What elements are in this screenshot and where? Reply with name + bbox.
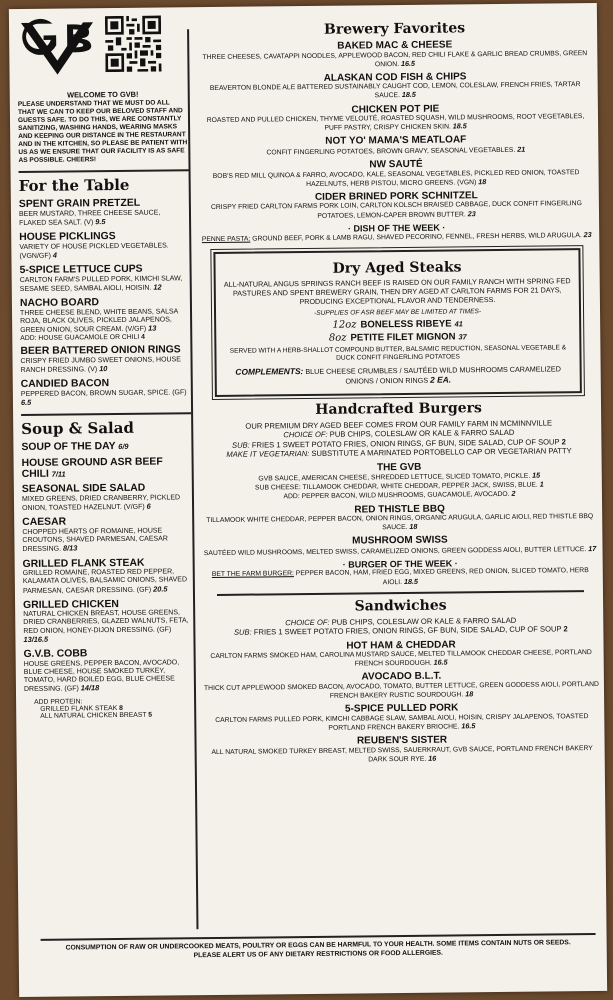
dish-of-week-label: PENNE PASTA: <box>201 235 251 244</box>
item-name: NOT YO' MAMA'S MEATLOAF <box>325 134 467 148</box>
sub-label: SUB: <box>233 627 252 637</box>
item-price: 18.5 <box>452 121 467 131</box>
menu-item <box>19 230 189 261</box>
menu-item <box>22 456 192 481</box>
steaks-complements <box>225 363 572 388</box>
item-name: REUBEN'S SISTER <box>356 734 448 747</box>
brewery-list <box>197 38 594 222</box>
section-title-sandwiches: Sandwiches <box>354 597 447 615</box>
item-desc: CARLTON FARMS PULLED PORK, KIMCHI CABBAGE SLAW, SAMBAL AIOLI, HOISIN, CRISPY JALAPENOS, TOASTED PORTLAND FRENCH BAKERY BRIOCHE. 16.5 <box>215 712 589 732</box>
item-name: BAKED MAC & CHEESE <box>337 39 453 52</box>
steak-name: BONELESS RIBEYE <box>360 318 452 331</box>
dish-of-week-price: 23 <box>583 230 592 240</box>
item-name: RED THISTLE BBQ <box>354 503 445 516</box>
menu-item <box>202 460 597 503</box>
complements-text: BLUE CHEESE CRUMBLES / SAUTÉED WILD MUSHROOMS CARAMELIZED ONIONS / ONION RINGS <box>305 363 561 386</box>
item-desc: THICK CUT APPLEWOOD SMOKED BACON, AVOCADO, TOMATO, BUTTER LETTUCE, GREEN GODDESS AIOLI, PORTLAND FRENCH BAKERY RUSTIC SOURDOUGH. 18 <box>203 680 599 700</box>
item-desc: THREE CHEESE BLEND, WHITE BEANS, SALSA ROJA, BLACK OLIVES, PICKLED JALAPENOS, GREEN ONION, SOUR CREAM. (V/GF) 13 <box>19 307 178 335</box>
dish-of-the-week <box>199 221 594 245</box>
item-name: GRILLED CHICKEN <box>23 598 119 611</box>
item-price: 13 <box>148 323 157 333</box>
sub-label: SUB: <box>231 440 250 450</box>
menu-item <box>204 701 599 734</box>
divider <box>21 412 191 416</box>
menu-item <box>20 296 190 342</box>
steaks-note: -SUPPLIES OF ASR BEEF MAY BE LIMITED AT TIMES- <box>313 307 482 317</box>
menu-item <box>23 598 193 645</box>
welcome-title: WELCOME TO GVB! <box>67 89 139 100</box>
addon-price: 4 <box>141 333 145 342</box>
soup-salad-list <box>21 440 194 694</box>
item-price: 21 <box>517 144 526 154</box>
steaks-desc: ALL-NATURAL ANGUS SPRINGS RANCH BEEF IS RAISED ON OUR FAMILY RANCH WITH SPRING FED PASTURES AND SPENT BREWERY GRAIN, THEN DRY AGED AT CARLTON FARMS FOR 21 DAYS, PRODUCING EXCEPTIONAL FLAVOR AND TENDERNESS. <box>223 276 571 306</box>
protein-name: ALL NATURAL CHICKEN BREAST <box>40 711 147 720</box>
burger-of-week-label: BET THE FARM BURGER: <box>211 570 294 579</box>
menu-item <box>21 440 191 453</box>
menu-item <box>198 133 593 158</box>
add-protein <box>34 697 194 720</box>
item-price: 23 <box>467 208 476 218</box>
menu-item <box>199 189 594 222</box>
steak-price: 41 <box>454 318 463 329</box>
item-name: ALASKAN COD FISH & CHIPS <box>323 71 467 84</box>
menu-item <box>23 557 193 596</box>
section-title-steaks: Dry Aged Steaks <box>332 259 462 277</box>
item-price: 8/13 <box>62 543 78 553</box>
right-column <box>197 17 600 769</box>
footer-line-2: PLEASE ALERT US OF ANY DIETARY RESTRICTIONS OR FOOD ALLERGIES. <box>193 949 443 960</box>
item-desc: BEAVERTON BLONDE ALE BATTERED SUSTAINABLY CAUGHT COD, LEMON, COLESLAW, FRENCH FRIES, TARTAR SAUCE. 18.5 <box>209 81 581 100</box>
complements-label: COMPLEMENTS: <box>235 365 304 377</box>
item-name: AVOCADO B.L.T. <box>361 671 442 683</box>
dry-aged-steaks-box <box>213 248 581 396</box>
menu-item <box>20 263 190 294</box>
item-addon: ADD: HOUSE GUACAMOLE OR CHILI 4 <box>20 333 145 343</box>
sub-price: 2 <box>561 436 566 446</box>
menu-item <box>24 647 194 694</box>
item-name: SEASONAL SIDE SALAD <box>21 483 146 496</box>
veg-label: MAKE IT VEGETARIAN: <box>226 449 310 459</box>
footer-line-1: CONSUMPTION OF RAW OR UNDERCOOKED MEATS, POULTRY OR EGGS CAN BE HARMFUL TO YOUR HEALTH. SOME ITEMS CONTAIN NUTS OR SEEDS. <box>65 939 571 952</box>
add-protein-label: ADD PROTEIN: <box>34 698 83 706</box>
for-the-table-list <box>19 198 191 409</box>
item-desc: MIXED GREENS, DRIED CRANBERRY, PICKLED ONION, TOASTED HAZELNUT. (V/GF) 6 <box>21 494 181 513</box>
burger-of-week-title: · BURGER OF THE WEEK · <box>342 558 458 570</box>
sandwiches-list <box>203 638 599 766</box>
burger-of-week-price: 18.5 <box>403 576 418 586</box>
complements-price: 2 EA. <box>430 374 452 385</box>
burgers-list <box>202 460 598 559</box>
item-price: 20.5 <box>153 584 168 594</box>
item-desc: PEPPERED BACON, BROWN SUGAR, SPICE. (GF) 6.5 <box>20 388 187 407</box>
choice-label: CHOICE OF: <box>283 429 328 440</box>
item-name: THE GVB <box>376 461 422 473</box>
burger-of-week-desc: PEPPER BACON, HAM, FRIED EGG, MIXED GREENS, RED ONION, SLICED TOMATO, HERB AIOLI. <box>295 567 589 586</box>
menu-sheet <box>9 3 607 997</box>
item-price: 7/11 <box>51 469 66 479</box>
item-desc: CARLTON FARM'S PULLED PORK, KIMCHI SLAW, SESAME SEED, SAMBAL AIOLI, HOISIN. 12 <box>19 274 183 293</box>
item-price: 10 <box>99 364 108 374</box>
item-name: CIDER BRINED PORK SCHNITZEL <box>314 190 478 203</box>
allergy-footer <box>41 939 596 962</box>
item-name: 5-SPICE PULLED PORK <box>344 702 459 715</box>
item-name: HOT HAM & CHEDDAR <box>346 639 456 652</box>
protein-price: 5 <box>148 711 153 719</box>
steak-item <box>224 317 571 332</box>
item-name: NW SAUTÉ <box>369 158 423 171</box>
burger-of-the-week <box>203 557 598 589</box>
item-price: 16.5 <box>433 657 448 667</box>
item-desc: BEER MUSTARD, THREE CHEESE SAUCE, FLAKED SEA SALT. (V) 9.5 <box>18 209 161 227</box>
protein-price: 8 <box>119 704 123 712</box>
item-desc: CONFIT FINGERLING POTATOES, BROWN GRAVY, SEASONAL VEGETABLES. 21 <box>266 144 526 157</box>
menu-item <box>20 345 190 376</box>
choice-text: PUB CHIPS, COLESLAW OR KALE & FARRO SALAD <box>331 615 517 627</box>
item-price: 6.5 <box>20 397 32 407</box>
item-price: 6 <box>146 501 151 511</box>
item-price: 18 <box>465 689 474 699</box>
item-price: 16 <box>428 753 437 763</box>
menu-item <box>22 483 192 514</box>
item-desc: SAUTÉED WILD MUSHROOMS, MELTED SWISS, CARAMELIZED ONIONS, GREEN GODDESS AIOLI, BUTTER LETTUCE. 17 <box>203 543 597 557</box>
sub-text: FRIES 1 SWEET POTATO FRIES, ONION RINGS, GF BUN, SIDE SALAD, CUP OF SOUP <box>251 436 560 450</box>
item-name: CAESAR <box>22 516 67 529</box>
section-title-soup-salad: Soup & Salad <box>21 418 135 439</box>
item-name: CHICKEN POT PIE <box>351 103 440 116</box>
menu-item <box>22 516 192 555</box>
steak-price: 37 <box>458 331 467 341</box>
item-name: CANDIED BACON <box>20 378 110 391</box>
item-price: 6/9 <box>118 442 129 452</box>
item-name: HOUSE GROUND ASR BEEF CHILI 7/11 <box>21 456 163 481</box>
qr-code[interactable] <box>105 16 162 73</box>
item-price: 18 <box>409 522 418 532</box>
item-name: SPENT GRAIN PRETZEL <box>18 198 141 211</box>
menu-item <box>19 198 189 229</box>
item-price: 9.5 <box>95 217 106 227</box>
menu-item <box>203 638 598 671</box>
sandwiches-intro <box>203 615 598 638</box>
add-price: 2 <box>511 489 516 499</box>
steak-name: PETITE FILET MIGNON <box>350 331 456 344</box>
veg-text: SUBSTITUTE A MARINATED PORTOBELLO CAP OR VEGETARIAN PATTY <box>311 446 572 459</box>
dish-of-week-desc: GROUND BEEF, PORK & LAMB RAGU, SHAVED PECORINO, FENNEL, FRESH HERBS, WILD ARUGULA. <box>252 232 582 243</box>
choice-label: CHOICE OF: <box>285 617 330 627</box>
item-desc: TILLAMOOK WHITE CHEDDAR, PEPPER BACON, ONION RINGS, ORGANIC ARUGULA, GARLIC AIOLI, RED THISTLE BBQ SAUCE. 18 <box>206 513 594 532</box>
item-desc: VARIETY OF HOUSE PICKLED VEGETABLES. (VGN/GF) 4 <box>19 242 169 260</box>
steak-size: 8oz <box>328 332 347 344</box>
item-price: 4 <box>52 250 58 260</box>
item-desc: CARLTON FARMS SMOKED HAM, CAROLINA MUSTARD SAUCE, MELTED TILLAMOOK CHEDDAR CHEESE, PORTLAND FRENCH SOURDOUGH. 16.5 <box>210 649 592 668</box>
divider <box>19 170 189 174</box>
item-desc: GVB SAUCE, AMERICAN CHEESE, SHREDDED LETTUCE, SLICED TOMATO, PICKLE. 15 <box>258 470 541 483</box>
item-desc: THREE CHEESES, CAVATAPPI NOODLES, APPLEWOOD BACON, RED CHILI FLAKE & GARLIC BREAD CRUMBS, GREEN ONION. 16.5 <box>202 49 588 68</box>
item-price: 14/18 <box>80 683 100 693</box>
item-price: 13/16.5 <box>23 634 49 644</box>
item-desc: BOB'S RED MILL QUINOA & FARRO, AVOCADO, KALE, SEASONAL VEGETABLES, PICKLED RED ONION, TOASTED HAZELNUTS, HERB PISTOU, MICRO GREENS. (VGN) 18 <box>212 168 580 188</box>
item-desc: CRISPY FRIED CARLTON FARMS PORK LOIN, CARLTON KOLSCH BRAISED CABBAGE, DUCK CONFIT FINGERLING POTATOES, LEMON-CAPER BROWN BUTTER. 23 <box>210 200 582 220</box>
item-price: 15 <box>532 470 541 480</box>
item-name: HOUSE PICKLINGS <box>19 231 116 244</box>
menu-item <box>202 533 597 558</box>
item-desc: ROASTED AND PULLED CHICKEN, THYME VELOUTÉ, ROASTED SQUASH, WILD MUSHROOMS, ROOT VEGETABLES, PUFF PASTRY, CRISPY CHICKEN SKIN. 18.5 <box>206 113 585 133</box>
item-price: 18 <box>478 176 487 186</box>
dish-of-week-title: · DISH OF THE WEEK · <box>347 222 446 234</box>
section-title-for-the-table: For the Table <box>18 176 130 196</box>
welcome-body: PLEASE UNDERSTAND THAT WE MUST DO ALL THAT WE CAN TO KEEP OUR BELOVED STAFF AND GUESTS SAFE. TO DO THIS, WE ARE CONSTANTLY SANITIZING, WASHING HANDS, WEARING MASKS AND KEEPING OUR DISTANCE IN THE RESTAURANT AND IN THE KITCHEN, SO PLEASE BE PATIENT WITH US AS WE ENSURE THAT OUR FACILITY IS AS SAFE AS POSSIBLE. CHEERS! <box>17 99 188 165</box>
item-name: 5-SPICE LETTUCE CUPS <box>19 263 143 277</box>
menu-item <box>21 377 191 408</box>
sub-price: 2 <box>563 624 568 634</box>
item-desc: ALL NATURAL SMOKED TURKEY BREAST, MELTED SWISS, SAUERKRAUT, GVB SAUCE, PORTLAND FRENCH BAKERY DARK SOUR RYE. 16 <box>211 744 593 764</box>
item-name: MUSHROOM SWISS <box>352 534 448 547</box>
menu-item <box>202 502 597 535</box>
menu-item <box>198 70 593 103</box>
choice-text: PUB CHIPS, COLESLAW OR KALE & FARRO SALAD <box>329 427 515 439</box>
item-name: NACHO BOARD <box>19 297 100 310</box>
item-desc: CRISPY FRIED JUMBO SWEET ONIONS, HOUSE RANCH DRESSING. (V) 10 <box>20 356 181 374</box>
item-desc: GRILLED ROMAINE, ROASTED RED PEPPER, KALAMATA OLIVES, BALSAMIC ONIONS, SHAVED PARMESAN, CAESAR DRESSING. (GF) 20.5 <box>22 568 188 595</box>
header <box>17 15 188 87</box>
section-title-burgers: Handcrafted Burgers <box>315 399 482 418</box>
burgers-intro <box>201 418 596 460</box>
divider <box>217 590 584 596</box>
item-add: ADD: PEPPER BACON, WILD MUSHROOMS, GUACAMOLE, AVOCADO. 2 <box>283 489 516 501</box>
item-price: 16.5 <box>461 721 476 731</box>
sub-text: FRIES 1 SWEET POTATO FRIES, ONION RINGS, GF BUN, SIDE SALAD, CUP OF SOUP <box>253 624 562 637</box>
burgers-intro-text: OUR PREMIUM DRY AGED BEEF COMES FROM OUR FAMILY FARM IN MCMINNVILLE <box>245 418 553 431</box>
steak-size: 12oz <box>332 319 357 331</box>
item-price: 12 <box>153 282 162 292</box>
item-price: 16.5 <box>400 58 416 68</box>
sub-price: 1 <box>539 479 544 489</box>
item-desc: HOUSE GREENS, PEPPER BACON, AVOCADO, BLUE CHEESE, HOUSE SMOKED TURKEY, TOMATO, HARD BOILED EGG, BLUE CHEESE DRESSING. (GF) 14/18 <box>23 659 180 694</box>
left-column <box>17 15 194 719</box>
menu-item <box>198 102 593 135</box>
gvb-logo <box>17 16 98 79</box>
menu-item <box>204 669 599 702</box>
steak-item <box>224 330 571 345</box>
item-name: SOUP OF THE DAY 6/9 <box>21 441 129 454</box>
item-name: GRILLED FLANK STEAK <box>22 557 145 570</box>
protein-name: GRILLED FLANK STEAK <box>40 704 118 713</box>
menu-item <box>204 733 599 766</box>
section-title-brewery-favorites: Brewery Favorites <box>323 20 466 38</box>
menu-item <box>198 157 593 190</box>
item-price: 17 <box>588 543 597 553</box>
item-name: G.V.B. COBB <box>23 648 88 661</box>
welcome-note <box>18 89 189 165</box>
steaks-served: SERVED WITH A HERB-SHALLOT COMPOUND BUTTER, BALSAMIC REDUCTION, SEASONAL VEGETABLE & DUCK CONFIT FINGERLING POTATOES <box>229 343 567 362</box>
item-name: BEER BATTERED ONION RINGS <box>20 344 181 358</box>
item-price: 18.5 <box>401 90 416 100</box>
menu-item <box>197 38 592 71</box>
item-desc: CHOPPED HEARTS OF ROMAINE, HOUSE CROUTONS, SHAVED PARMESAN, CAESAR DRESSING. 8/13 <box>22 527 168 554</box>
item-desc: NATURAL CHICKEN BREAST, HOUSE GREENS, DRIED CRANBERRIES, GLAZED WALNUTS, FETA, RED ONION, HONEY-DIJON DRESSING. (GF) 13/16.5 <box>23 609 189 644</box>
item-sub: SUB CHEESE: TILLAMOOK CHEDDAR, WHITE CHEDDAR, PEPPER JACK, SWISS, BLUE. 1 <box>255 479 544 492</box>
